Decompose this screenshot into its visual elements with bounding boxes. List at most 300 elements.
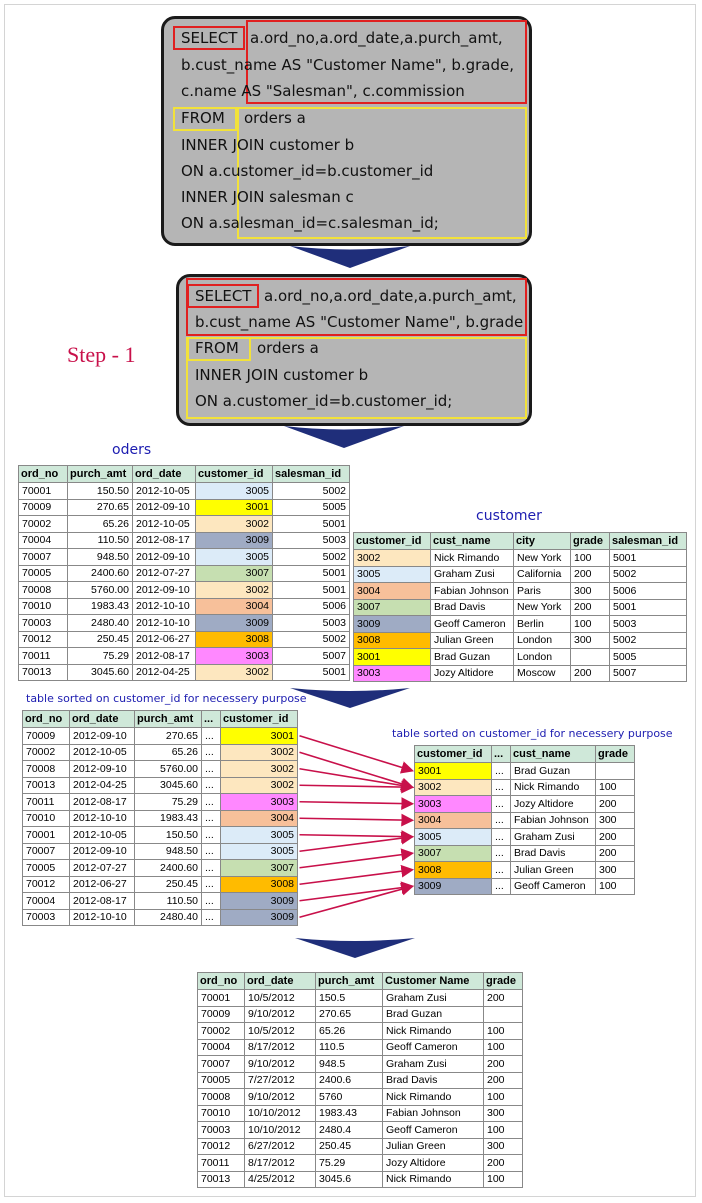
table-cell: 5760 [316, 1089, 383, 1106]
table-row [198, 1138, 523, 1155]
table-cell: 3008 [415, 862, 492, 879]
column-header: customer_id [221, 711, 298, 728]
table-cell: 2012-08-17 [70, 794, 135, 811]
column-header: ... [492, 746, 511, 763]
table-cell: ... [492, 812, 511, 829]
table-row [198, 1105, 523, 1122]
table-cell: California [514, 566, 571, 583]
join-arrow [300, 835, 413, 837]
table-cell: 70011 [23, 794, 70, 811]
table-cell: 2012-08-17 [133, 648, 196, 665]
table-cell: 70008 [198, 1089, 245, 1106]
table-cell: 300 [484, 1105, 523, 1122]
table-cell: 3045.60 [135, 777, 202, 794]
table-cell: ... [202, 794, 221, 811]
table-cell: 5006 [273, 598, 350, 615]
sql1-line-cols1: a.ord_no,a.ord_date,a.purch_amt, [250, 29, 503, 47]
table-cell: 5003 [273, 532, 350, 549]
table-cell: 70002 [19, 516, 68, 533]
table-cell: 2012-08-17 [70, 893, 135, 910]
table-cell: 200 [484, 990, 523, 1007]
table-cell: 3001 [415, 763, 492, 780]
sql1-line-cols3: c.name AS "Salesman", c.commission [181, 82, 465, 100]
sql1-line-join1: INNER JOIN customer b [181, 136, 355, 154]
column-header: city [514, 533, 571, 550]
table-cell: 200 [596, 829, 635, 846]
table-cell: 3007 [415, 845, 492, 862]
table-row [198, 1039, 523, 1056]
table-cell: 3001 [354, 649, 431, 666]
table-cell: 5001 [273, 565, 350, 582]
table-cell: 70012 [198, 1138, 245, 1155]
table-cell: 70009 [19, 499, 68, 516]
table-cell: 3004 [221, 810, 298, 827]
table-cell: 3002 [221, 744, 298, 761]
table-cell: 70002 [198, 1023, 245, 1040]
column-header: customer_id [196, 466, 273, 483]
table-cell: 3005 [221, 827, 298, 844]
sorted-orders-caption: table sorted on customer_id for necessery purpose [26, 692, 307, 705]
table-cell: Nick Rimando [383, 1089, 484, 1106]
column-header: customer_id [354, 533, 431, 550]
sql2-line-orders: orders a [257, 339, 319, 357]
column-header: customer_id [415, 746, 492, 763]
table-cell: 3002 [196, 664, 273, 681]
table-cell: ... [492, 878, 511, 895]
sorted-customer-caption: table sorted on customer_id for necessery purpose [392, 727, 673, 740]
table-cell: 200 [596, 796, 635, 813]
table-cell: 250.45 [68, 631, 133, 648]
table-cell: 70004 [19, 532, 68, 549]
table-cell: 3002 [354, 550, 431, 567]
table-cell: Geoff Cameron [511, 878, 596, 895]
table-cell: London [514, 632, 571, 649]
table-cell: Brad Davis [383, 1072, 484, 1089]
table-cell: 5007 [610, 665, 687, 682]
table-cell: Nick Rimando [383, 1023, 484, 1040]
table-cell: 3009 [415, 878, 492, 895]
table-row [198, 1089, 523, 1106]
table-cell: 3009 [196, 615, 273, 632]
table-cell: 5002 [273, 483, 350, 500]
table-cell: 270.65 [316, 1006, 383, 1023]
table-cell: 70008 [23, 761, 70, 778]
table-cell: 70005 [198, 1072, 245, 1089]
table-cell: Brad Guzan [383, 1006, 484, 1023]
table-cell: 10/10/2012 [245, 1105, 316, 1122]
table-row [198, 1122, 523, 1139]
table-cell: Paris [514, 583, 571, 600]
table-cell: Jozy Altidore [431, 665, 514, 682]
table-cell: ... [492, 829, 511, 846]
table-cell: 70007 [19, 549, 68, 566]
table-cell: 2012-06-27 [70, 876, 135, 893]
table-cell: Nick Rimando [383, 1171, 484, 1188]
table-cell: 70003 [198, 1122, 245, 1139]
table-cell: 3003 [221, 794, 298, 811]
table-cell: Nick Rimando [431, 550, 514, 567]
table-cell: 8/17/2012 [245, 1039, 316, 1056]
table-cell: 65.26 [316, 1023, 383, 1040]
table-row [198, 1171, 523, 1188]
column-header: ord_no [19, 466, 68, 483]
table-cell: 70004 [23, 893, 70, 910]
table-row [198, 1006, 523, 1023]
table-cell: 3002 [196, 516, 273, 533]
table-cell: Brad Guzan [511, 763, 596, 780]
table-cell: 2012-07-27 [133, 565, 196, 582]
join-arrow [300, 769, 413, 788]
table-cell: Graham Zusi [431, 566, 514, 583]
table-cell: 5003 [610, 616, 687, 633]
table-cell: Graham Zusi [383, 990, 484, 1007]
sql2-line-join: INNER JOIN customer b [195, 366, 369, 384]
orders-caption: oders [112, 442, 152, 458]
table-cell: 2012-07-27 [70, 860, 135, 877]
table-cell: 7/27/2012 [245, 1072, 316, 1089]
table-cell: 5006 [610, 583, 687, 600]
table-cell: 70010 [23, 810, 70, 827]
table-cell: 10/10/2012 [245, 1122, 316, 1139]
table-cell: 70011 [19, 648, 68, 665]
table-cell: 3003 [415, 796, 492, 813]
table-cell: 2012-10-05 [133, 483, 196, 500]
table-cell: 100 [484, 1171, 523, 1188]
table-cell: 5001 [273, 582, 350, 599]
table-cell: Julian Green [431, 632, 514, 649]
table-cell: 1983.43 [316, 1105, 383, 1122]
column-header: salesman_id [610, 533, 687, 550]
table-cell: 5002 [273, 549, 350, 566]
table-cell: 2012-10-10 [70, 909, 135, 926]
sql2-line-select: SELECT [195, 287, 252, 305]
table-cell: ... [492, 779, 511, 796]
table-cell: 270.65 [68, 499, 133, 516]
table-cell: 2012-10-10 [70, 810, 135, 827]
table-cell: 150.50 [68, 483, 133, 500]
table-cell: 2012-10-05 [70, 744, 135, 761]
table-cell: 2012-09-10 [70, 728, 135, 745]
table-cell: 100 [484, 1122, 523, 1139]
table-cell: 3007 [354, 599, 431, 616]
table-cell: 75.29 [135, 794, 202, 811]
join-arrow [300, 853, 413, 868]
table-cell: 3009 [196, 532, 273, 549]
table-cell: Brad Davis [431, 599, 514, 616]
table-cell: 3008 [221, 876, 298, 893]
sql1-line-on1: ON a.customer_id=b.customer_id [181, 162, 434, 180]
table-cell: 70007 [198, 1056, 245, 1073]
table-cell: Nick Rimando [511, 779, 596, 796]
table-cell: 100 [484, 1023, 523, 1040]
table-cell: 3001 [221, 728, 298, 745]
table-cell: 2012-09-10 [133, 582, 196, 599]
table-cell: ... [202, 777, 221, 794]
join-arrow [300, 837, 413, 852]
column-header: cust_name [511, 746, 596, 763]
table-cell: 3008 [354, 632, 431, 649]
table-cell: 3005 [415, 829, 492, 846]
table-cell: Geoff Cameron [383, 1039, 484, 1056]
sql1-line-on2: ON a.salesman_id=c.salesman_id; [181, 214, 439, 232]
join-arrow [300, 752, 413, 787]
table-cell: 9/10/2012 [245, 1089, 316, 1106]
table-cell: Geoff Cameron [431, 616, 514, 633]
table-cell: 2400.60 [68, 565, 133, 582]
column-header: salesman_id [273, 466, 350, 483]
join-arrow [300, 886, 413, 917]
column-header: purch_amt [135, 711, 202, 728]
table-cell: 2400.60 [135, 860, 202, 877]
table-cell: Graham Zusi [511, 829, 596, 846]
step-label: Step - 1 [67, 342, 136, 367]
column-header: ord_date [245, 973, 316, 990]
table-cell: ... [492, 845, 511, 862]
join-arrow [300, 802, 413, 804]
table-cell: 70010 [19, 598, 68, 615]
table-cell: 150.50 [135, 827, 202, 844]
table-cell: Graham Zusi [383, 1056, 484, 1073]
table-cell: 10/5/2012 [245, 1023, 316, 1040]
table-cell: Julian Green [383, 1138, 484, 1155]
table-cell: 70001 [198, 990, 245, 1007]
sql1-line-select: SELECT [181, 29, 238, 47]
table-cell: 3002 [221, 777, 298, 794]
column-header: Customer Name [383, 973, 484, 990]
table-cell: 1983.43 [68, 598, 133, 615]
table-row [198, 1056, 523, 1073]
table-cell: 3009 [221, 909, 298, 926]
table-cell: 5002 [610, 632, 687, 649]
table-cell: 70012 [23, 876, 70, 893]
table-cell: 3008 [196, 631, 273, 648]
table-cell: 70003 [19, 615, 68, 632]
table-cell: 110.5 [316, 1039, 383, 1056]
table-row [198, 1072, 523, 1089]
table-cell: ... [202, 744, 221, 761]
table-cell: 4/25/2012 [245, 1171, 316, 1188]
table-cell: 70005 [23, 860, 70, 877]
table-cell: 70002 [23, 744, 70, 761]
table-cell: 3004 [354, 583, 431, 600]
table-cell: 2480.40 [135, 909, 202, 926]
table-cell: 200 [596, 845, 635, 862]
table-cell: Jozy Altidore [383, 1155, 484, 1172]
table-cell: 100 [571, 550, 610, 567]
table-cell: ... [492, 796, 511, 813]
table-cell: Jozy Altidore [511, 796, 596, 813]
table-cell: 270.65 [135, 728, 202, 745]
table-cell: 2012-10-05 [133, 516, 196, 533]
table-cell: 100 [484, 1089, 523, 1106]
table-cell: Julian Green [511, 862, 596, 879]
table-cell: 150.5 [316, 990, 383, 1007]
table-cell: ... [492, 862, 511, 879]
table-cell: 948.5 [316, 1056, 383, 1073]
table-cell: 3007 [221, 860, 298, 877]
table-cell: Geoff Cameron [383, 1122, 484, 1139]
table-cell: 300 [571, 583, 610, 600]
table-cell: 10/5/2012 [245, 990, 316, 1007]
join-arrow [300, 886, 413, 901]
table-cell: 9/10/2012 [245, 1056, 316, 1073]
table-cell: 70001 [19, 483, 68, 500]
result-table [197, 972, 523, 1188]
table-cell: Fabian Johnson [383, 1105, 484, 1122]
column-header: grade [571, 533, 610, 550]
table-cell: 65.26 [68, 516, 133, 533]
column-header: grade [484, 973, 523, 990]
column-header: purch_amt [68, 466, 133, 483]
table-cell: 70004 [198, 1039, 245, 1056]
table-cell: 3003 [196, 648, 273, 665]
table-cell: 8/17/2012 [245, 1155, 316, 1172]
table-cell: 70012 [19, 631, 68, 648]
table-cell: 3004 [415, 812, 492, 829]
table-cell: 70003 [23, 909, 70, 926]
table-cell: 3045.60 [68, 664, 133, 681]
table-cell: 5007 [273, 648, 350, 665]
sql2-line-on: ON a.customer_id=b.customer_id; [195, 392, 453, 410]
table-cell: Moscow [514, 665, 571, 682]
table-cell: ... [202, 810, 221, 827]
table-cell: 100 [484, 1039, 523, 1056]
table-cell: 2012-04-25 [70, 777, 135, 794]
table-cell: 70010 [198, 1105, 245, 1122]
table-cell: 5001 [610, 550, 687, 567]
table-cell: 110.50 [135, 893, 202, 910]
table-cell: 3005 [196, 549, 273, 566]
table-cell: 1983.43 [135, 810, 202, 827]
table-cell: 5002 [610, 566, 687, 583]
table-cell: 3001 [196, 499, 273, 516]
table-cell: 2480.40 [68, 615, 133, 632]
sql1-line-orders: orders a [244, 109, 306, 127]
table-row [198, 990, 523, 1007]
table-cell: 3005 [221, 843, 298, 860]
table-cell: 70007 [23, 843, 70, 860]
table-cell: 2012-10-05 [70, 827, 135, 844]
table-cell: 70013 [23, 777, 70, 794]
table-cell: 5760.00 [135, 761, 202, 778]
sql1-line-from: FROM [181, 109, 225, 127]
table-cell: 200 [484, 1155, 523, 1172]
sql1-line-join2: INNER JOIN salesman c [181, 188, 354, 206]
table-cell: Fabian Johnson [431, 583, 514, 600]
table-cell: 5760.00 [68, 582, 133, 599]
table-cell: 2012-09-10 [133, 499, 196, 516]
table-cell: 75.29 [316, 1155, 383, 1172]
column-header: ord_no [23, 711, 70, 728]
table-cell: 200 [484, 1056, 523, 1073]
down-chevron-4 [295, 938, 415, 958]
table-cell: ... [202, 728, 221, 745]
table-cell: ... [202, 860, 221, 877]
join-arrow [300, 870, 413, 885]
table-cell: 3005 [196, 483, 273, 500]
table-cell: New York [514, 599, 571, 616]
table-cell: 5003 [273, 615, 350, 632]
table-cell: 2012-04-25 [133, 664, 196, 681]
customer-caption: customer [476, 508, 542, 524]
table-cell: 5001 [610, 599, 687, 616]
table-row [198, 1023, 523, 1040]
table-cell: 3009 [221, 893, 298, 910]
header-row [198, 973, 523, 990]
table-cell: ... [202, 909, 221, 926]
table-cell: 100 [571, 616, 610, 633]
table-cell: 2012-09-10 [133, 549, 196, 566]
join-arrow [300, 818, 413, 820]
table-cell: 3003 [354, 665, 431, 682]
table-cell: 2480.4 [316, 1122, 383, 1139]
table-cell: 6/27/2012 [245, 1138, 316, 1155]
table-cell: ... [492, 763, 511, 780]
table-cell: 75.29 [68, 648, 133, 665]
table-cell: 70013 [198, 1171, 245, 1188]
table-cell: 948.50 [68, 549, 133, 566]
column-header: ord_date [133, 466, 196, 483]
table-cell: 2012-09-10 [70, 843, 135, 860]
table-cell: Berlin [514, 616, 571, 633]
table-cell: 65.26 [135, 744, 202, 761]
sql2-line-cols2: b.cust_name AS "Customer Name", b.grade [195, 313, 524, 331]
table-cell: 5001 [273, 664, 350, 681]
column-header: ord_no [198, 973, 245, 990]
table-cell: 3002 [221, 761, 298, 778]
sql2-line-from: FROM [195, 339, 239, 357]
table-cell: 2012-10-10 [133, 598, 196, 615]
sql1-line-cols2: b.cust_name AS "Customer Name", b.grade, [181, 56, 515, 74]
table-cell [484, 1006, 523, 1023]
table-cell: 3045.6 [316, 1171, 383, 1188]
table-cell: 2012-09-10 [70, 761, 135, 778]
table-cell: 70009 [198, 1006, 245, 1023]
table-cell: 5005 [610, 649, 687, 666]
table-cell: 300 [596, 812, 635, 829]
table-cell: 3002 [196, 582, 273, 599]
table-cell: Brad Guzan [431, 649, 514, 666]
table-cell: Brad Davis [511, 845, 596, 862]
table-cell: 300 [571, 632, 610, 649]
table-cell: 200 [571, 566, 610, 583]
sql2-line-cols1: a.ord_no,a.ord_date,a.purch_amt, [264, 287, 517, 305]
table-cell: 250.45 [135, 876, 202, 893]
table-cell: 3007 [196, 565, 273, 582]
table-cell: 2012-06-27 [133, 631, 196, 648]
table-cell: ... [202, 827, 221, 844]
column-header: cust_name [431, 533, 514, 550]
table-cell: 110.50 [68, 532, 133, 549]
table-cell: 70008 [19, 582, 68, 599]
column-header: grade [596, 746, 635, 763]
table-cell: 3002 [415, 779, 492, 796]
join-arrow [300, 736, 413, 771]
table-cell: 5002 [273, 631, 350, 648]
table-cell: 2012-08-17 [133, 532, 196, 549]
table-cell: London [514, 649, 571, 666]
table-row [198, 1155, 523, 1172]
table-cell: 200 [571, 599, 610, 616]
join-arrow [300, 785, 413, 787]
column-header: purch_amt [316, 973, 383, 990]
table-cell: ... [202, 761, 221, 778]
table-cell: 5005 [273, 499, 350, 516]
table-cell: 70001 [23, 827, 70, 844]
table-cell: 3004 [196, 598, 273, 615]
table-cell: 200 [484, 1072, 523, 1089]
table-cell: 70011 [198, 1155, 245, 1172]
